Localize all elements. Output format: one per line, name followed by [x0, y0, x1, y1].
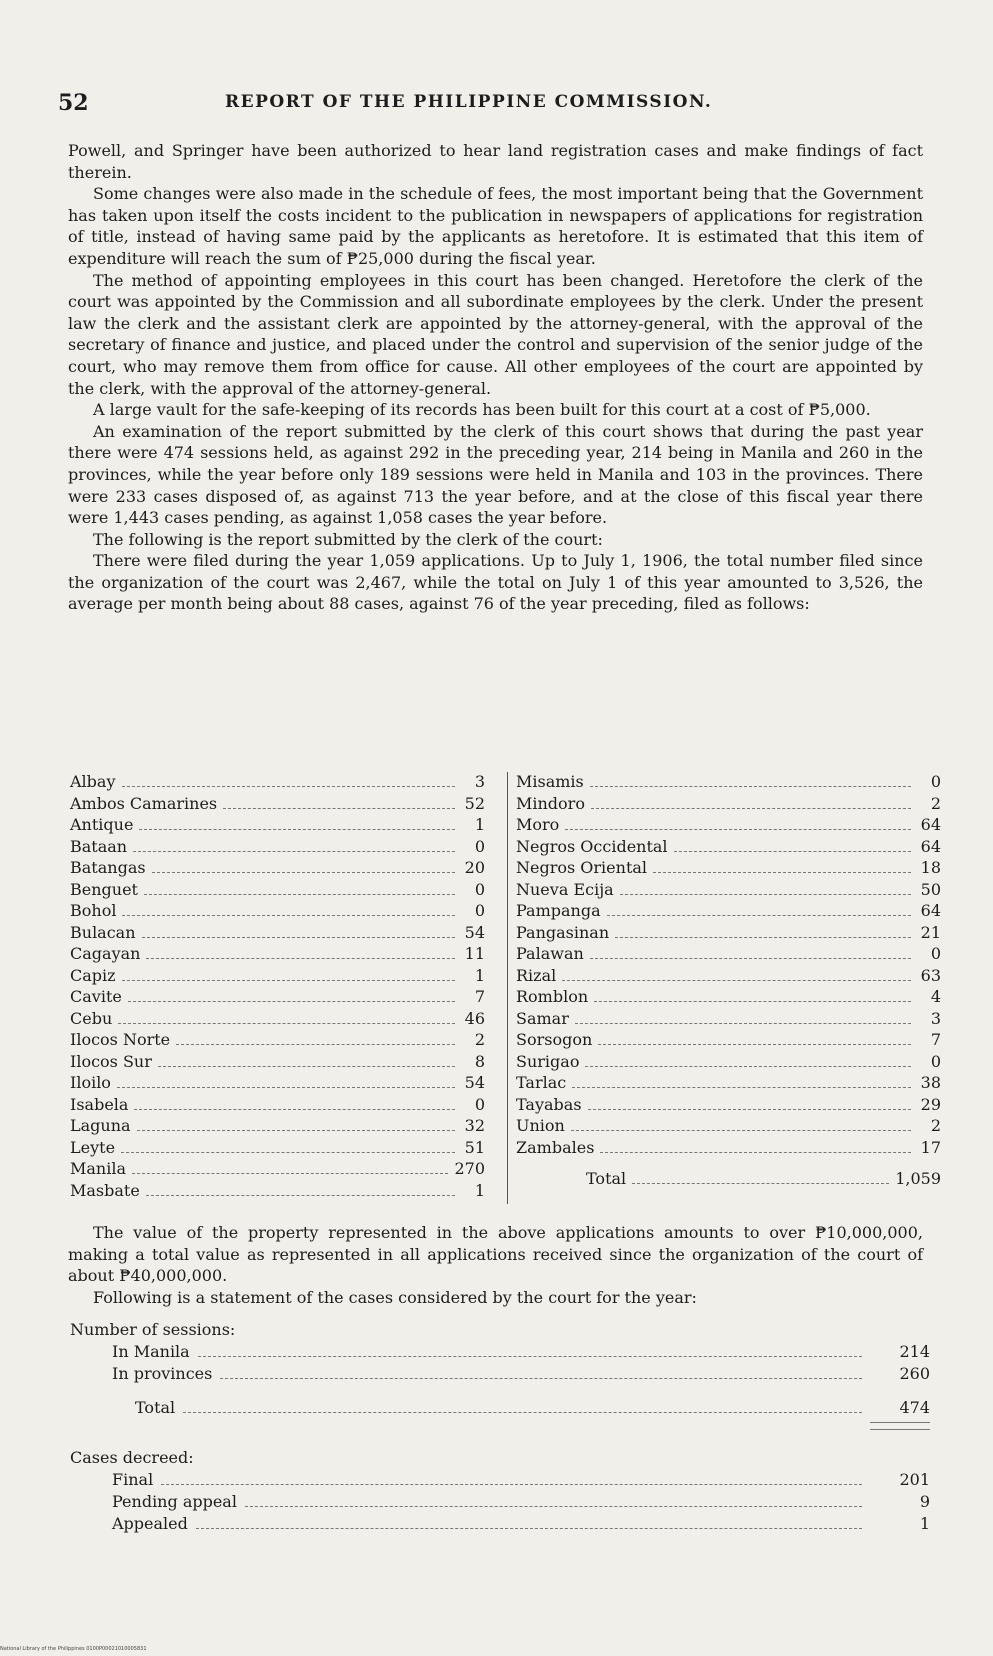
- province-name: Surigao: [516, 1051, 580, 1071]
- dot-leader: [137, 1130, 455, 1131]
- province-name: Sorsogon: [516, 1030, 593, 1049]
- cases-row: [70, 1514, 930, 1536]
- province-count: 8: [474, 1051, 485, 1071]
- row-value: 474: [899, 1398, 930, 1417]
- province-name: Batangas: [70, 858, 146, 877]
- row-label: Pending appeal: [112, 1492, 237, 1511]
- scan-credit: National Library of the Philippines 0100P00021010005831: [0, 1646, 147, 1652]
- paragraph: Some changes were also made in the schedule of fees, the most important being that the Government has taken upon itself the costs incident to the publication in newspapers of applications for registration of title, instead of having same paid by the applicants as heretofore. It is estimated that this item of expenditure will reach the sum of ₱25,000 during the fiscal year.: [68, 184, 923, 268]
- province-count: 51: [464, 1137, 485, 1157]
- province-row: [70, 1159, 485, 1181]
- province-row: [70, 815, 485, 837]
- province-name: Capiz: [70, 965, 116, 985]
- province-count: 0: [474, 901, 485, 920]
- body-text: [68, 140, 923, 615]
- row-value: 1: [919, 1514, 930, 1533]
- dot-leader: [134, 1109, 455, 1110]
- province-name: Manila: [70, 1159, 126, 1178]
- province-count: 54: [464, 922, 485, 942]
- row-value: 9: [919, 1492, 930, 1511]
- row-value: 260: [899, 1364, 930, 1383]
- province-name: Pampanga: [516, 901, 601, 920]
- province-count: 2: [930, 1116, 941, 1135]
- province-name: Isabela: [70, 1094, 129, 1114]
- province-count: 63: [920, 965, 941, 985]
- province-row: [70, 1073, 485, 1095]
- total-label: Total: [586, 1169, 627, 1188]
- sessions-total-row: [70, 1398, 930, 1420]
- province-row: [70, 837, 485, 859]
- dot-leader: [139, 829, 455, 830]
- province-count: 20: [464, 858, 485, 877]
- province-count: 64: [920, 836, 941, 856]
- province-name: Rizal: [516, 965, 557, 985]
- running-head: REPORT OF THE PHILIPPINE COMMISSION.: [225, 92, 713, 112]
- cases-row: [70, 1492, 930, 1514]
- dot-leader: [620, 894, 911, 895]
- dot-leader: [632, 1183, 889, 1184]
- province-count: 1: [474, 965, 485, 985]
- province-name: Bohol: [70, 901, 117, 920]
- province-name: Nueva Ecija: [516, 879, 614, 899]
- cases-heading: Cases decreed:: [70, 1448, 194, 1467]
- province-count: 270: [454, 1159, 485, 1178]
- province-row: [70, 1181, 485, 1203]
- province-row: [516, 1009, 941, 1031]
- province-row: [70, 1052, 485, 1074]
- province-row: [516, 1073, 941, 1095]
- statement-of-cases: [70, 1320, 930, 1536]
- province-column-left: [70, 772, 485, 1202]
- province-count: 0: [930, 772, 941, 791]
- paragraph: There were filed during the year 1,059 applications. Up to July 1, 1906, the total number filed since the organization of the court was 2,467, while the total on July 1 of this year amounted to 3,526, the average per month being about 88 cases, against 76 of the year preceding, filed as follows:: [68, 551, 923, 614]
- dot-leader: [590, 786, 911, 787]
- dot-leader: [674, 851, 911, 852]
- province-count: 11: [464, 944, 485, 963]
- dot-leader: [183, 1412, 862, 1413]
- dot-leader: [591, 808, 911, 809]
- province-count: 0: [930, 1051, 941, 1071]
- province-name: Ilocos Sur: [70, 1051, 152, 1071]
- province-name: Iloilo: [70, 1073, 111, 1092]
- province-count: 0: [474, 1094, 485, 1114]
- province-count: 7: [930, 1030, 941, 1049]
- sessions-row: [70, 1342, 930, 1364]
- dot-leader: [176, 1044, 455, 1045]
- dot-leader: [142, 937, 455, 938]
- dot-leader: [594, 1001, 911, 1002]
- dot-leader: [598, 1044, 911, 1045]
- dot-leader: [122, 786, 456, 787]
- province-count: 3: [930, 1008, 941, 1028]
- province-name: Bataan: [70, 836, 128, 856]
- province-count: 3: [474, 772, 485, 791]
- province-count: 46: [464, 1008, 485, 1028]
- province-name: Ambos Camarines: [70, 793, 218, 813]
- paragraph: Following is a statement of the cases considered by the court for the year:: [93, 1287, 697, 1307]
- province-count: 50: [920, 879, 941, 899]
- province-name: Bulacan: [70, 922, 136, 942]
- province-row: [516, 1030, 941, 1052]
- dot-leader: [152, 872, 455, 873]
- dot-leader: [653, 872, 911, 873]
- dot-leader: [585, 1066, 911, 1067]
- province-name: Cebu: [70, 1008, 113, 1028]
- province-column-right: [507, 772, 941, 1204]
- row-value: 214: [899, 1342, 930, 1361]
- cases-row: [70, 1470, 930, 1492]
- paragraph: The following is the report submitted by the clerk of the court:: [93, 529, 603, 549]
- sessions-heading: Number of sessions:: [70, 1320, 236, 1339]
- total-count: 1,059: [895, 1169, 941, 1188]
- province-row: [70, 1138, 485, 1160]
- province-row: [70, 987, 485, 1009]
- dot-leader: [132, 1173, 448, 1174]
- province-row: [516, 1052, 941, 1074]
- province-row: [70, 794, 485, 816]
- province-count: 54: [464, 1073, 485, 1092]
- province-count: 17: [920, 1137, 941, 1157]
- province-name: Zambales: [516, 1137, 595, 1157]
- province-name: Laguna: [70, 1116, 131, 1135]
- province-count: 18: [920, 858, 941, 877]
- province-name: Cavite: [70, 987, 122, 1006]
- dot-leader: [220, 1378, 862, 1379]
- province-row: [516, 1138, 941, 1160]
- province-name: Pangasinan: [516, 922, 610, 942]
- province-count: 7: [474, 987, 485, 1006]
- dot-leader: [133, 851, 455, 852]
- province-count: 64: [920, 901, 941, 920]
- province-row: [70, 1116, 485, 1138]
- after-table-text: [68, 1222, 923, 1308]
- dot-leader: [590, 958, 911, 959]
- province-row: [516, 901, 941, 923]
- province-row: [70, 880, 485, 902]
- province-count: 2: [930, 793, 941, 813]
- province-count: 2: [474, 1030, 485, 1049]
- province-row: [70, 944, 485, 966]
- province-name: Misamis: [516, 772, 584, 791]
- province-row: [70, 966, 485, 988]
- province-name: Leyte: [70, 1137, 116, 1157]
- province-count: 32: [464, 1116, 485, 1135]
- province-name: Palawan: [516, 944, 584, 963]
- dot-leader: [122, 980, 455, 981]
- paragraph: The value of the property represented in the above applications amounts to over ₱10,000,000, making a total value as represented in all applications received since the organization of the court of about ₱40,000,000.: [68, 1223, 923, 1286]
- province-count: 1: [474, 815, 485, 834]
- province-row: [70, 1095, 485, 1117]
- dot-leader: [146, 958, 455, 959]
- province-count: 0: [474, 879, 485, 899]
- page-number: 52: [58, 90, 89, 116]
- province-name: Antique: [70, 815, 134, 834]
- dot-leader: [600, 1152, 911, 1153]
- dot-leader: [122, 915, 455, 916]
- province-count: 0: [474, 836, 485, 856]
- province-count: 29: [920, 1094, 941, 1114]
- province-row: [70, 1009, 485, 1031]
- dot-leader: [158, 1066, 455, 1067]
- row-label: In provinces: [112, 1364, 213, 1383]
- paragraph: A large vault for the safe-keeping of its records has been built for this court at a cost of ₱5,000.: [93, 400, 871, 420]
- dot-leader: [562, 980, 911, 981]
- dot-leader: [117, 1087, 455, 1088]
- province-row: [516, 858, 941, 880]
- province-count: 38: [920, 1073, 941, 1092]
- province-row: [516, 815, 941, 837]
- province-row: [516, 966, 941, 988]
- dot-leader: [121, 1152, 455, 1153]
- province-name: Masbate: [70, 1180, 140, 1200]
- dot-leader: [223, 808, 455, 809]
- dot-leader: [196, 1528, 862, 1529]
- dot-leader: [118, 1023, 455, 1024]
- row-label: Total: [135, 1398, 176, 1417]
- row-label: Appealed: [112, 1514, 188, 1533]
- province-row: [516, 880, 941, 902]
- province-name: Tarlac: [516, 1073, 567, 1092]
- province-row: [70, 1030, 485, 1052]
- province-count: 64: [920, 815, 941, 834]
- province-row: [516, 1095, 941, 1117]
- dot-leader: [565, 829, 911, 830]
- province-name: Benguet: [70, 879, 138, 899]
- province-row: [70, 858, 485, 880]
- province-row: [516, 1116, 941, 1138]
- row-value: 201: [899, 1470, 930, 1489]
- double-rule: [870, 1422, 930, 1430]
- province-name: Negros Occidental: [516, 836, 668, 856]
- province-row: [70, 923, 485, 945]
- province-row: [516, 772, 941, 794]
- province-row: [70, 772, 485, 794]
- province-name: Union: [516, 1116, 565, 1135]
- dot-leader: [146, 1195, 455, 1196]
- paragraph: Powell, and Springer have been authorized to hear land registration cases and make findings of fact therein.: [68, 141, 923, 182]
- dot-leader: [571, 1130, 911, 1131]
- province-name: Romblon: [516, 987, 589, 1006]
- province-row: [516, 794, 941, 816]
- dot-leader: [615, 937, 911, 938]
- dot-leader: [575, 1023, 911, 1024]
- province-row: [516, 987, 941, 1009]
- dot-leader: [245, 1506, 862, 1507]
- dot-leader: [144, 894, 455, 895]
- province-name: Ilocos Norte: [70, 1030, 171, 1049]
- dot-leader: [198, 1356, 862, 1357]
- province-row: [70, 901, 485, 923]
- province-name: Negros Oriental: [516, 858, 648, 877]
- dot-leader: [588, 1109, 911, 1110]
- paragraph: The method of appointing employees in this court has been changed. Heretofore the clerk of the court was appointed by the Commission and all subordinate employees by the clerk. Under the present law the clerk and the assistant clerk are appointed by the attorney-general, with the approval of the secretary of finance and justice, and placed under the control and supervision of the senior judge of the court, who may remove them from office for cause. All other employees of the court are appointed by the clerk, with the approval of the attorney-general.: [68, 270, 923, 398]
- province-name: Mindoro: [516, 793, 585, 813]
- province-name: Samar: [516, 1008, 569, 1028]
- province-row: [516, 944, 941, 966]
- province-total-row: [516, 1169, 941, 1191]
- dot-leader: [161, 1484, 862, 1485]
- dot-leader: [607, 915, 911, 916]
- province-row: [516, 923, 941, 945]
- province-count: 52: [464, 793, 485, 813]
- province-count: 1: [474, 1180, 485, 1200]
- province-name: Albay: [70, 772, 116, 791]
- row-label: Final: [112, 1470, 154, 1489]
- province-name: Moro: [516, 815, 560, 834]
- province-row: [516, 837, 941, 859]
- province-name: Tayabas: [516, 1094, 582, 1114]
- dot-leader: [572, 1087, 911, 1088]
- dot-leader: [128, 1001, 455, 1002]
- sessions-row: [70, 1364, 930, 1386]
- province-count: 4: [930, 987, 941, 1006]
- province-count: 21: [920, 922, 941, 942]
- province-name: Cagayan: [70, 944, 141, 963]
- province-count: 0: [930, 944, 941, 963]
- paragraph: An examination of the report submitted by the clerk of this court shows that during the past year there were 474 sessions held, as against 292 in the preceding year, 214 being in Manila and 260 in the provinces, while the year before only 189 sessions were held in Manila and 103 in the provinces. There were 233 cases disposed of, as against 713 the year before, and at the close of this fiscal year there were 1,443 cases pending, as against 1,058 cases the year before.: [68, 421, 923, 528]
- row-label: In Manila: [112, 1342, 190, 1361]
